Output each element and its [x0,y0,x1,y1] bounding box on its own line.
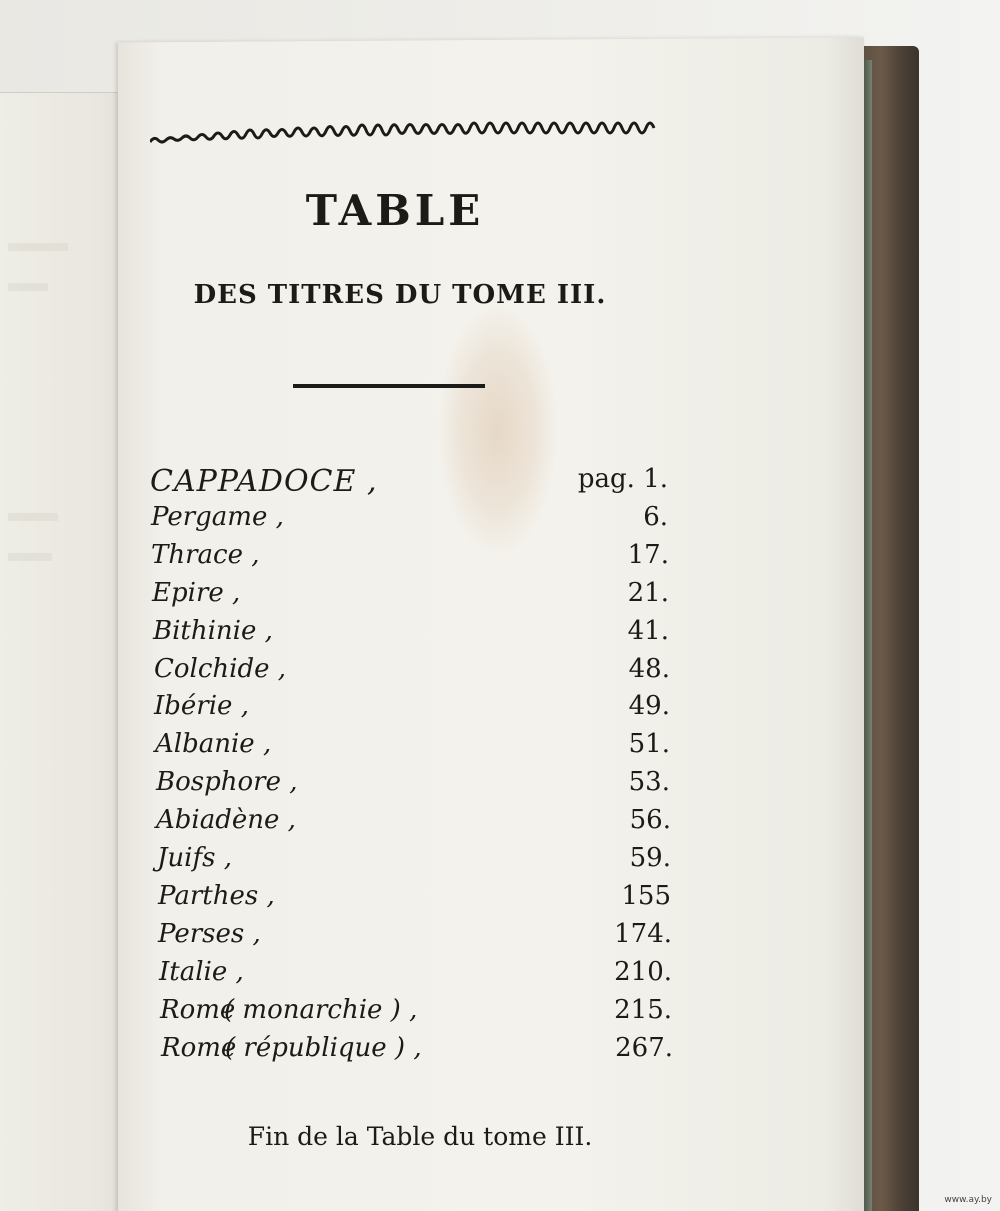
toc-entry-name: Epire , [152,578,241,608]
toc-entry-page: 267. [615,1033,673,1063]
toc-entry-page: 53. [628,767,670,797]
toc-entry-name: CAPPADOCE , [150,464,378,499]
toc-entry-detail: ( monarchie ) , [224,995,418,1025]
toc-entry-page: 174. [614,919,672,949]
toc-entry [157,843,671,879]
toc-entry-name: Bithinie , [153,616,273,646]
bleed-through-mark [8,243,68,251]
toc-entry-name: Colchide , [154,654,287,684]
bleed-through-mark [8,513,58,521]
toc-entry-page: 41. [627,616,669,646]
toc-entry [151,540,669,576]
toc-entry-page: 48. [628,654,670,684]
toc-entry-name: Italie , [159,957,244,987]
toc-entry [161,1033,673,1069]
toc-entry [160,995,672,1031]
bleed-through-mark [8,553,52,561]
toc-entry-name: Pergame , [151,502,284,532]
toc-entry-name: Perses , [158,919,261,949]
toc-entry-name: Albanie , [155,729,272,759]
toc-entry [158,881,671,917]
toc-entry-name: Thrace , [151,540,260,570]
toc-entry-page: 17. [627,540,669,570]
toc-entry-name: Abiadène , [156,805,296,835]
toc-entry-page: 210. [614,957,672,987]
toc-entry [151,502,668,538]
toc-entry-name: Juifs , [157,843,232,873]
toc-entry-page: pag. 1. [577,464,668,494]
toc-entry-page: 6. [643,502,668,532]
toc-entry-page: 155 [621,881,671,911]
toc-entry-page: 49. [628,691,670,721]
toc-entry [156,805,671,841]
toc-entry-name: Rome [160,995,236,1025]
toc-entry [158,919,672,955]
toc-entry-page: 21. [627,578,669,608]
toc-entry-name: Rome [161,1033,237,1063]
toc-entry [153,616,669,652]
page-subtitle: DES TITRES DU TOME III. [193,280,607,310]
toc-entry-detail: ( république ) , [225,1033,422,1063]
bleed-through-mark [8,283,48,291]
toc-entry-page: 56. [629,805,671,835]
footer-text: Fin de la Table du tome III. [247,1122,593,1151]
toc-entry [159,957,672,993]
ornamental-wavy-rule [150,118,660,144]
toc-entry-page: 51. [628,729,670,759]
page-title: TABLE [305,186,485,235]
toc-entry-page: 215. [614,995,672,1025]
toc-entry-name: Parthes , [158,881,275,911]
toc-entry-name: Ibérie , [154,691,249,721]
toc-entry [154,691,670,727]
watermark: www.ay.by [944,1195,992,1205]
toc-entry [156,767,670,803]
toc-entry [150,464,668,500]
toc-entry-name: Bosphore , [156,767,298,797]
toc-entry-page: 59. [629,843,671,873]
horizontal-rule [293,384,485,388]
toc-entry [155,729,670,765]
toc-entry [154,654,670,690]
toc-entry [152,578,669,614]
